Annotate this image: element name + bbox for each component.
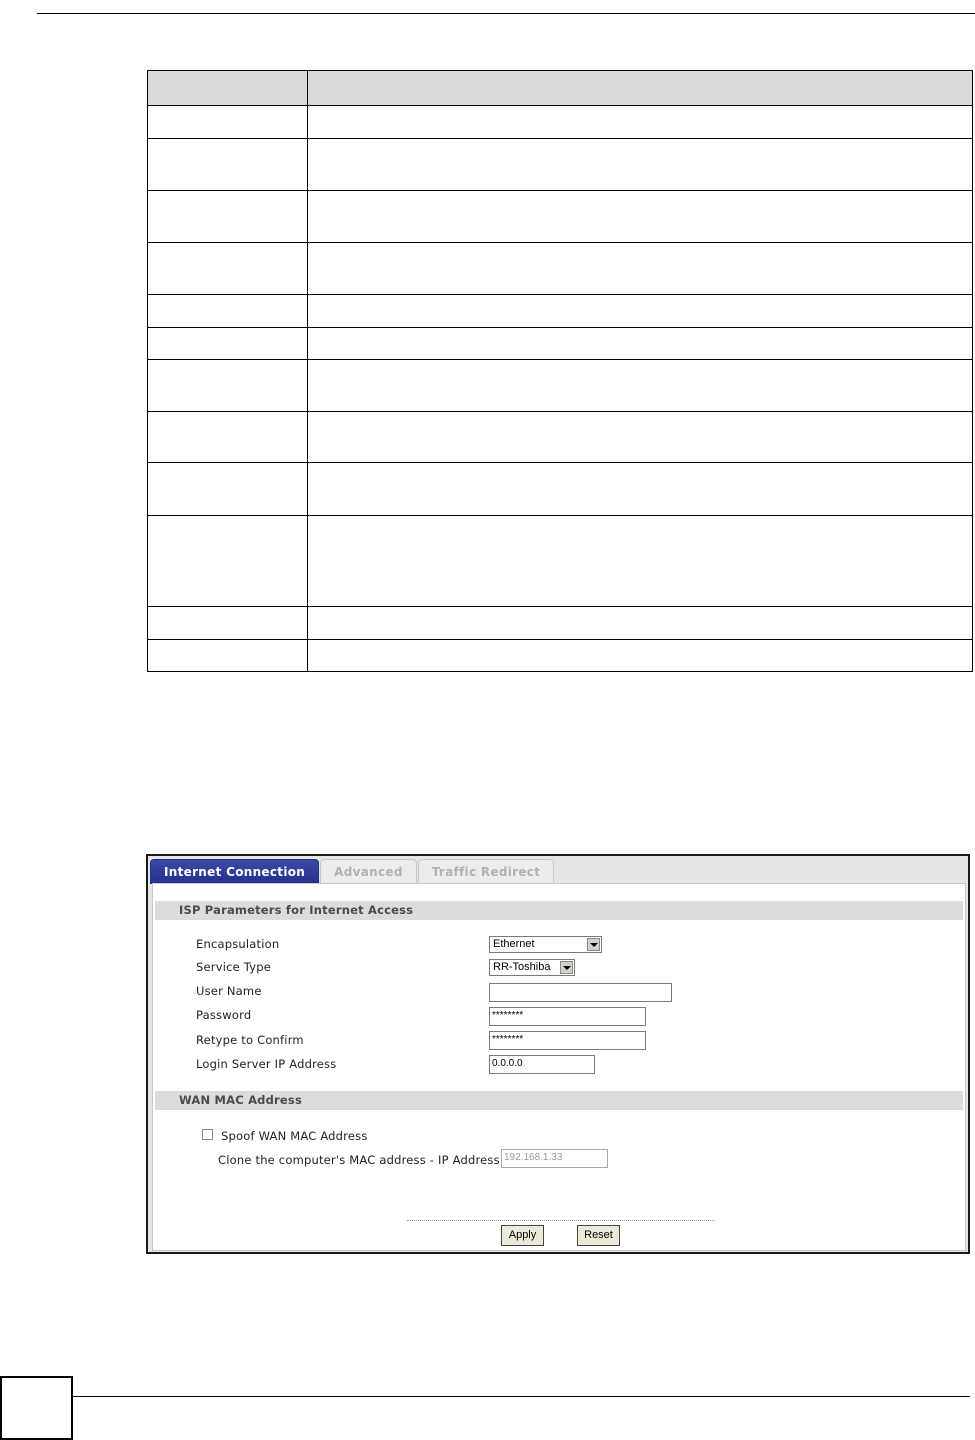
apply-button[interactable]: Apply [501,1225,544,1246]
table-header-cell [148,71,308,106]
service-type-select[interactable] [489,959,575,976]
table-row [148,243,973,295]
user-name-label: User Name [196,984,262,998]
divider [407,1220,715,1221]
wan-mac-section-title: WAN MAC Address [155,1091,963,1110]
table-row [148,328,973,360]
encapsulation-select[interactable] [489,936,602,953]
spoof-wan-mac-label: Spoof WAN MAC Address [221,1129,368,1143]
header-rule [37,13,975,14]
password-input[interactable]: ******** [489,1007,646,1026]
clone-ip-input[interactable]: 192.168.1.33 [501,1149,608,1168]
password-label: Password [196,1008,252,1022]
tab-advanced[interactable]: Advanced [320,859,417,884]
table-row [148,516,973,607]
tab-traffic-redirect[interactable]: Traffic Redirect [418,859,555,884]
service-type-value: RR-Toshiba [493,961,551,973]
login-server-ip-input[interactable]: 0.0.0.0 [489,1055,595,1074]
retype-label: Retype to Confirm [196,1033,304,1047]
chevron-down-icon[interactable] [587,938,600,951]
description-table [147,70,973,672]
user-name-input[interactable] [489,983,672,1002]
tab-bar [150,859,555,883]
settings-panel [152,883,966,1251]
page-number-box [0,1376,73,1440]
table-header-row [148,71,973,106]
table-row [148,106,973,139]
footer-rule [73,1396,970,1397]
encapsulation-label: Encapsulation [196,937,280,951]
clone-mac-label: Clone the computer's MAC address - IP Address [218,1153,500,1167]
table-header-cell [308,71,973,106]
table-row [148,295,973,328]
login-server-label: Login Server IP Address [196,1057,337,1071]
retype-password-input[interactable]: ******** [489,1031,646,1050]
screenshot-frame [146,854,970,1254]
service-type-label: Service Type [196,960,271,974]
table-row [148,191,973,243]
table-row [148,640,973,672]
table-row [148,139,973,191]
spoof-wan-mac-checkbox[interactable] [202,1129,213,1140]
reset-button[interactable]: Reset [577,1225,620,1246]
chevron-down-icon[interactable] [560,961,573,974]
isp-section-title: ISP Parameters for Internet Access [155,901,963,920]
table-row [148,607,973,640]
table-row [148,463,973,516]
table-row [148,360,973,412]
encapsulation-value: Ethernet [493,938,535,950]
table-row [148,412,973,463]
tab-internet-connection[interactable]: Internet Connection [150,859,319,884]
